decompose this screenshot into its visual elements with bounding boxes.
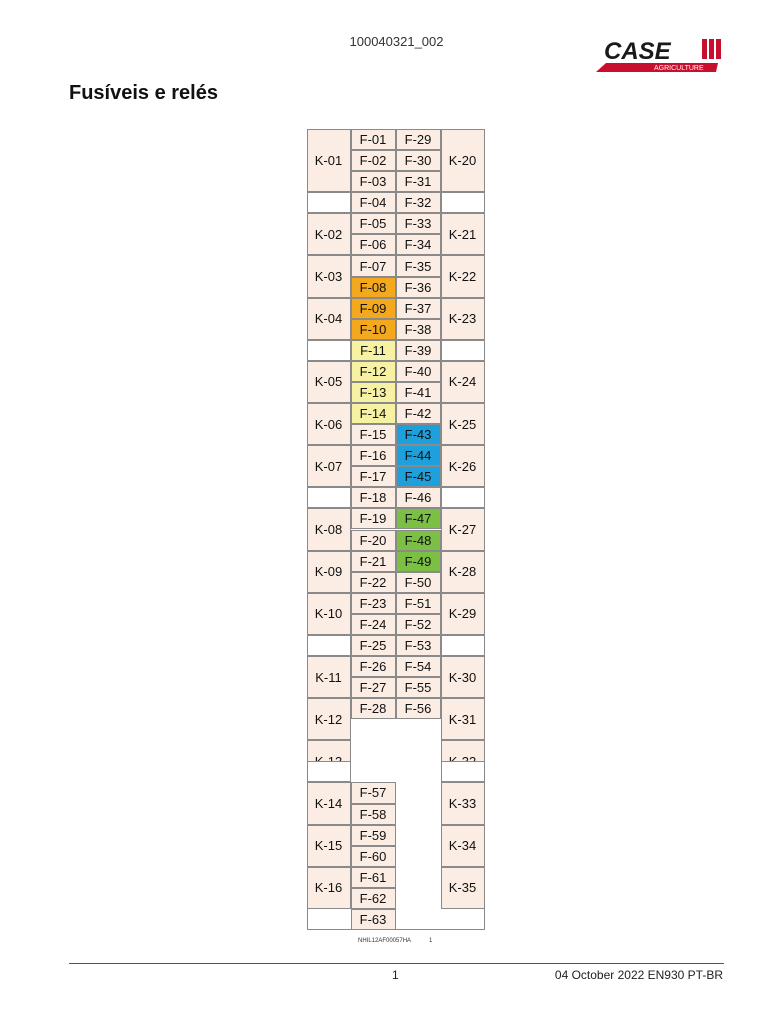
fuse-cell: F-41	[396, 382, 441, 403]
fuse-cell: F-27	[351, 677, 396, 698]
relay-cell: K-06	[307, 403, 351, 445]
page-number: 1	[392, 968, 399, 982]
fuse-cell: F-29	[396, 129, 441, 150]
relay-cell: K-04	[307, 298, 351, 340]
grid-outline-top	[307, 129, 485, 130]
fuse-cell: F-44	[396, 445, 441, 466]
relay-cell: K-26	[441, 445, 485, 487]
fuse-cell: F-52	[396, 614, 441, 635]
relay-cell: K-35	[441, 867, 485, 909]
fuse-cell: F-30	[396, 150, 441, 171]
fuse-relay-diagram	[307, 129, 485, 930]
fuse-cell: F-16	[351, 445, 396, 466]
fuse-cell: F-50	[396, 572, 441, 593]
relay-cell: K-10	[307, 593, 351, 635]
fuse-cell: F-59	[351, 825, 396, 846]
empty-cell	[307, 635, 351, 656]
relay-cell: K-21	[441, 213, 485, 255]
relay-cell: K-28	[441, 551, 485, 593]
fuse-cell: F-54	[396, 656, 441, 677]
grid-outline-left	[307, 129, 308, 930]
relay-cell: K-09	[307, 551, 351, 593]
fuse-cell: F-10	[351, 319, 396, 340]
fuse-cell: F-53	[396, 635, 441, 656]
fuse-cell: F-21	[351, 551, 396, 572]
grid-outline-right	[484, 129, 485, 930]
figure-code: NHIL12AF00057HA	[358, 938, 412, 944]
relay-cell: K-12	[307, 698, 351, 740]
relay-cell: K-27	[441, 508, 485, 550]
fuse-cell: F-15	[351, 424, 396, 445]
empty-cell	[441, 487, 485, 508]
relay-cell: K-20	[441, 129, 485, 192]
fuse-cell: F-24	[351, 614, 396, 635]
relay-cell: K-02	[307, 213, 351, 255]
fuse-cell: F-51	[396, 593, 441, 614]
fuse-cell: F-01	[351, 129, 396, 150]
fuse-cell: F-40	[396, 361, 441, 382]
fuse-cell: F-08	[351, 277, 396, 298]
fuse-cell: F-32	[396, 192, 441, 213]
fuse-cell: F-12	[351, 361, 396, 382]
fuse-cell: F-37	[396, 298, 441, 319]
fuse-cell: F-03	[351, 171, 396, 192]
fuse-cell: F-04	[351, 192, 396, 213]
empty-cell	[307, 192, 351, 213]
fuse-cell: F-19	[351, 508, 396, 529]
empty-cell	[307, 487, 351, 508]
empty-cell	[307, 761, 351, 782]
relay-cell: K-34	[441, 825, 485, 867]
relay-cell: K-22	[441, 255, 485, 297]
empty-cell	[307, 340, 351, 361]
fuse-cell: F-61	[351, 867, 396, 888]
fuse-cell: F-45	[396, 466, 441, 487]
relay-cell: K-08	[307, 508, 351, 550]
relay-cell: K-11	[307, 656, 351, 698]
fuse-cell: F-34	[396, 234, 441, 255]
fuse-cell: F-56	[396, 698, 441, 719]
footer-divider	[69, 963, 724, 964]
page-title: Fusíveis e relés	[69, 82, 218, 104]
fuse-cell: F-06	[351, 234, 396, 255]
relay-cell: K-05	[307, 361, 351, 403]
fuse-cell: F-35	[396, 255, 441, 276]
fuse-cell: F-57	[351, 782, 396, 803]
fuse-cell: F-26	[351, 656, 396, 677]
fuse-cell: F-43	[396, 424, 441, 445]
fuse-cell: F-28	[351, 698, 396, 719]
relay-cell: K-23	[441, 298, 485, 340]
fuse-cell: F-55	[396, 677, 441, 698]
relay-cell: K-14	[307, 782, 351, 824]
relay-cell: K-07	[307, 445, 351, 487]
relay-cell: K-25	[441, 403, 485, 445]
fuse-cell: F-13	[351, 382, 396, 403]
fuse-cell: F-48	[396, 530, 441, 551]
fuse-cell: F-63	[351, 909, 396, 930]
fuse-cell: F-25	[351, 635, 396, 656]
fuse-cell: F-39	[396, 340, 441, 361]
fuse-cell: F-33	[396, 213, 441, 234]
relay-cell: K-33	[441, 782, 485, 824]
logo-brand-text: CASE	[604, 38, 671, 65]
fuse-cell: F-05	[351, 213, 396, 234]
relay-cell: K-31	[441, 698, 485, 740]
fuse-cell: F-20	[351, 530, 396, 551]
fuse-cell: F-09	[351, 298, 396, 319]
relay-cell: K-30	[441, 656, 485, 698]
relay-cell: K-16	[307, 867, 351, 909]
fuse-cell: F-02	[351, 150, 396, 171]
footer-date: 04 October 2022 EN930 PT-BR	[554, 968, 723, 982]
logo-sub-text: AGRICULTURE	[654, 65, 704, 72]
relay-cell: K-15	[307, 825, 351, 867]
fuse-cell: F-36	[396, 277, 441, 298]
fuse-cell: F-14	[351, 403, 396, 424]
fuse-cell: F-62	[351, 888, 396, 909]
document-id: 100040321_002	[349, 34, 444, 49]
empty-cell	[441, 761, 485, 782]
fuse-cell: F-38	[396, 319, 441, 340]
fuse-cell: F-46	[396, 487, 441, 508]
grid-outline-bottom	[307, 929, 485, 930]
relay-cell: K-29	[441, 593, 485, 635]
empty-cell	[441, 192, 485, 213]
fuse-cell: F-23	[351, 593, 396, 614]
relay-cell: K-03	[307, 255, 351, 297]
fuse-cell: F-07	[351, 255, 396, 276]
relay-cell: K-24	[441, 361, 485, 403]
fuse-cell: F-47	[396, 508, 441, 529]
empty-cell	[441, 340, 485, 361]
fuse-cell: F-58	[351, 804, 396, 825]
fuse-cell: F-31	[396, 171, 441, 192]
fuse-cell: F-17	[351, 466, 396, 487]
fuse-cell: F-11	[351, 340, 396, 361]
case-ih-logo	[596, 36, 726, 74]
fuse-cell: F-49	[396, 551, 441, 572]
relay-cell: K-01	[307, 129, 351, 192]
fuse-cell: F-18	[351, 487, 396, 508]
fuse-cell: F-22	[351, 572, 396, 593]
fuse-cell: F-42	[396, 403, 441, 424]
figure-number: 1	[429, 938, 433, 944]
empty-cell	[441, 635, 485, 656]
fuse-cell: F-60	[351, 846, 396, 867]
